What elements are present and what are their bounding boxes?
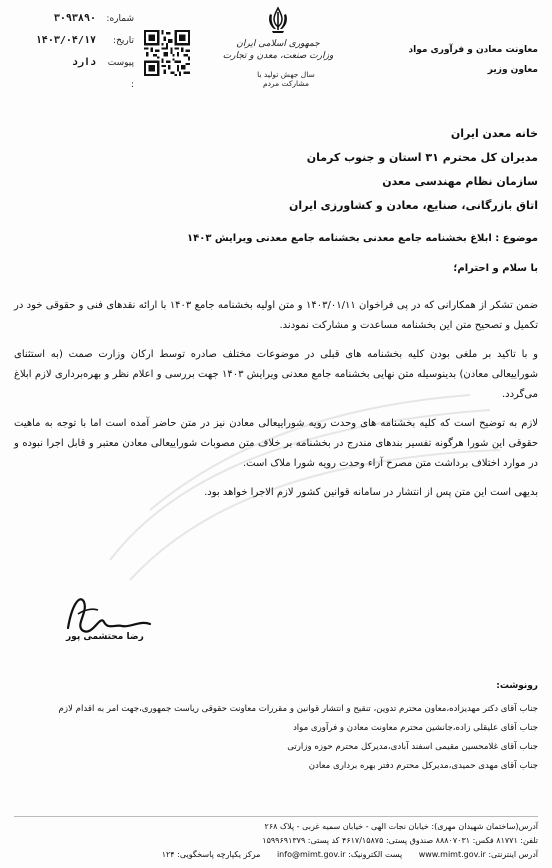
body-paragraph: بدیهی است این متن پس از انتشار در سامانه قوانین کشور لازم الاجرا خواهد بود. xyxy=(204,487,538,498)
footer-email[interactable]: پست الکترونیک: info@mimt.gov.ir xyxy=(276,850,403,859)
attachment-label: پیوست : xyxy=(107,58,134,90)
greeting: با سلام و احترام؛ xyxy=(453,263,538,274)
cc-item: جناب آقای علیقلی زاده،جانشین محترم معاونت معادن و فرآوری مواد xyxy=(292,723,538,733)
date-value: ۱۴۰۳/۰۴/۱۷ xyxy=(35,35,96,46)
number-value: ۳۰۹۳۸۹۰ xyxy=(53,13,96,24)
cc-item: جناب آقای غلامحسین مقیمی اسفند آبادی،مدیرکل محترم حوزه وزارتی xyxy=(287,742,538,752)
footer-web[interactable]: آدرس اینترنتی: www.mimt.gov.ir xyxy=(418,850,538,859)
ministry-header xyxy=(222,6,334,62)
signer-name: رضا محتشمی پور xyxy=(66,632,144,642)
letter-meta xyxy=(14,8,134,96)
recipient-line: سازمان نظام مهندسی معدن xyxy=(382,175,538,188)
subject-line: موضوع : ابلاغ بخشنامه جامع معدنی بخشنامه جامع معدنی ویرایش ۱۴۰۳ xyxy=(187,233,538,244)
body-paragraph: ضمن تشکر از همکارانی که در پی فراخوان ۱۴۰۳/۰۱/۱۱ و متن اولیه بخشنامه جامع ۱۴۰۳ با ارائه نقدهای فنی و حقوقی خود در تکمیل و تصحیح متن این بخشنامه مساعدت و مشارکت نمودند. xyxy=(14,300,538,331)
footer-callcenter: مرکز یکپارچه پاسخگویی: ۱۲۴ xyxy=(161,850,261,859)
footer-contacts xyxy=(14,848,538,862)
iran-emblem-icon xyxy=(265,6,291,36)
footer-phone: تلفن: ۸۱۷۷۱ فکس: ۸۸۸۰۷۰۳۱ صندوق پستی: ۴۶۱۷/۱۵۸۷۵ کد پستی: ۱۵۹۹۶۹۱۳۷۹ xyxy=(262,836,538,845)
attachment-value: دارد xyxy=(71,57,96,68)
footer xyxy=(14,820,538,862)
cc-list xyxy=(14,700,538,776)
deputy-header xyxy=(398,40,538,80)
body-paragraph: و با تاکید بر ملغی بودن کلیه بخشنامه های قبلی در موضوعات مختلف صادره توسط ارکان وزارت صمت (به استثنای شوراییعالی معادن) بدینوسیله متن نهایی بخشنامه جامع معدنی ویرایش ۱۴۰۳ جهت بررسی و اعلام نظر و بهره‌برداری لازم ابلاغ می‌گردد. xyxy=(14,349,538,400)
deputy-office: معاون وزیر xyxy=(487,65,538,75)
ministry-name: وزارت صنعت، معدن و تجارت xyxy=(222,51,334,61)
qr-code-icon xyxy=(144,30,190,76)
recipient-line: مدیران کل محترم ۳۱ استان و جنوب کرمان xyxy=(306,151,538,164)
cc-item: جناب آقای مهدی حمیدی،مدیرکل محترم دفتر بهره برداری معادن xyxy=(308,761,538,771)
recipients xyxy=(78,122,538,218)
letter-body xyxy=(14,296,538,512)
deputy-title: معاونت معادن و فرآوری مواد xyxy=(408,45,538,55)
cc-item: جناب آقای دکتر مهدیزاده،معاون محترم تدوین، تنقیح و انتشار قوانین و مقررات معاونت حقوقی ریاست جمهوری،جهت امر به اقدام لازم xyxy=(58,704,538,714)
body-paragraph: لازم به توضیح است که کلیه بخشنامه های وحدت رویه شوراییعالی معادن نیز در متن حاضر آمده است اما با توجه به ماهیت حقوقی این شورا هرگونه تفسیر بندهای مندرج در بخشنامه بر خلاف متن مصوبات شوراییعالی معادن معتبر و قابل اجرا نبوده و در موارد اختلاف برداشت متن مصرح آراء وحدت رویه شورا ملاک است. xyxy=(14,418,538,469)
republic-name: جمهوری اسلامی ایران xyxy=(236,39,320,49)
footer-divider xyxy=(14,816,538,817)
year-slogan: سال جهش تولید با مشارکت مردم xyxy=(257,70,315,88)
recipient-line: خانه معدن ایران xyxy=(450,127,538,140)
number-label: شماره: xyxy=(106,14,134,24)
footer-address: آدرس(ساختمان شهیدان مهری): خیابان نجات الهی - خیابان سمیه غربی - پلاک ۲۶۸ xyxy=(264,822,538,831)
cc-title: رونوشت: xyxy=(496,681,538,691)
date-label: تاریخ: xyxy=(113,36,134,46)
recipient-line: اتاق بازرگانی، صنایع، معادن و کشاورزی ایران xyxy=(288,199,538,212)
